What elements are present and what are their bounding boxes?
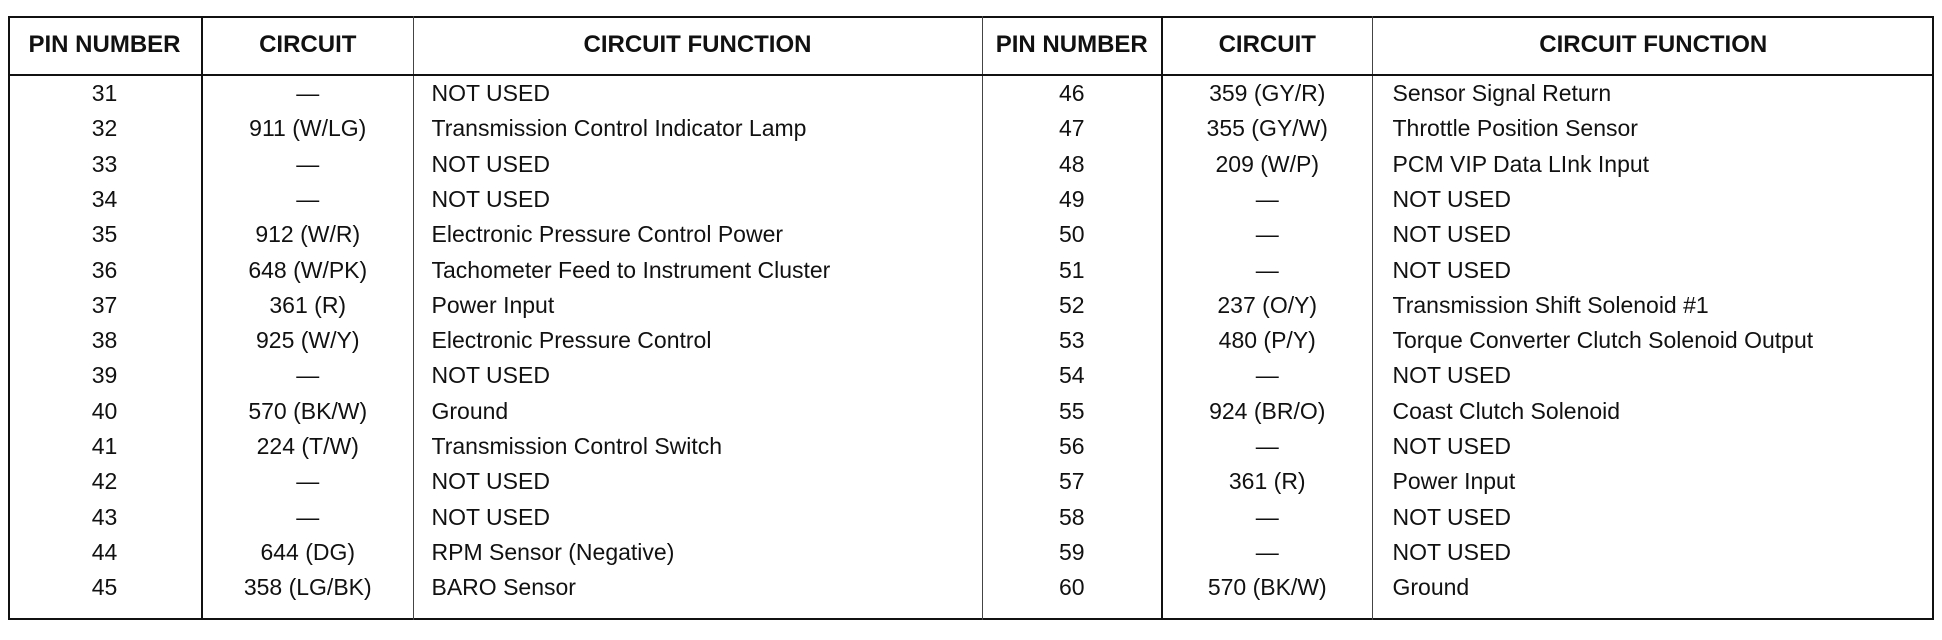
table-row [8,570,1934,605]
pin-number-cell: 53 [982,323,1162,358]
pin-number-cell: 52 [982,288,1162,323]
pin-number-cell: 58 [982,499,1162,534]
table-row [8,217,1934,252]
table-row [8,252,1934,287]
pin-number-cell: 56 [982,429,1162,464]
pin-number-cell: 39 [8,358,202,393]
circuit-function-cell: RPM Sensor (Negative) [413,535,982,570]
circuit-function-cell: Transmission Control Switch [413,429,982,464]
pin-number-cell: 55 [982,394,1162,429]
table-bottom-spacer [8,605,1934,620]
circuit-cell: 911 (W/LG) [202,111,413,146]
circuit-cell: 644 (DG) [202,535,413,570]
pin-number-cell: 36 [8,252,202,287]
circuit-function-cell: NOT USED [1392,256,1511,283]
circuit-function-cell: Torque Converter Clutch Solenoid Output [1392,327,1814,354]
pin-number-cell: 54 [982,358,1162,393]
circuit-function-cell: NOT USED [1392,433,1511,459]
pin-number-cell: 48 [982,147,1162,182]
circuit-cell: 912 (W/R) [202,217,413,252]
circuit-cell: 648 (W/PK) [202,252,413,287]
circuit-function-cell: NOT USED [1392,362,1511,389]
circuit-function-cell: NOT USED [1392,186,1511,213]
circuit-function-cell: NOT USED [1392,503,1511,530]
pin-number-cell: 44 [8,535,202,570]
circuit-function-cell: NOT USED [1392,221,1511,248]
spacer-cell [413,605,982,620]
spacer-cell [1372,605,1934,620]
circuit-cell: — [1162,252,1372,287]
circuit-cell: 209 (W/P) [1162,147,1372,182]
circuit-cell: 925 (W/Y) [202,323,413,358]
circuit-function-cell: BARO Sensor [413,570,982,605]
header-circuit-function: CIRCUIT FUNCTION [413,16,982,75]
circuit-function-cell: NOT USED [413,147,982,182]
circuit-cell: — [202,182,413,217]
spacer-cell [982,605,1162,620]
circuit-function-cell: Power Input [413,288,982,323]
pin-number-cell: 60 [982,570,1162,605]
table-row [8,499,1934,534]
circuit-function-cell: Electronic Pressure Control Power [413,217,982,252]
circuit-cell: — [1162,499,1372,534]
circuit-cell: — [1162,217,1372,252]
pin-number-cell: 49 [982,182,1162,217]
header-circuit-function-2: CIRCUIT FUNCTION [1372,16,1934,75]
circuit-function-cell: PCM VIP Data LInk Input [1392,150,1650,177]
circuit-function-cell: Transmission Control Indicator Lamp [413,111,982,146]
circuit-cell: 361 (R) [1162,464,1372,499]
circuit-cell: 570 (BK/W) [1162,570,1372,605]
circuit-cell: 355 (GY/W) [1162,111,1372,146]
pin-table [8,16,1934,620]
spacer-cell [8,605,202,620]
table-row [8,111,1934,146]
pin-number-cell: 37 [8,288,202,323]
circuit-cell: — [1162,429,1372,464]
circuit-function-cell: NOT USED [413,358,982,393]
circuit-function-cell: Sensor Signal Return [1392,80,1612,107]
pin-number-cell: 43 [8,499,202,534]
circuit-function-cell: Electronic Pressure Control [413,323,982,358]
circuit-cell: 359 (GY/R) [1162,75,1372,111]
circuit-cell: — [202,75,413,111]
table-row [8,394,1934,429]
table-row [8,464,1934,499]
circuit-cell: 361 (R) [202,288,413,323]
circuit-cell: — [1162,182,1372,217]
pin-number-cell: 50 [982,217,1162,252]
table-row [8,147,1934,182]
circuit-cell: 480 (P/Y) [1162,323,1372,358]
circuit-cell: — [1162,535,1372,570]
header-pin-number: PIN NUMBER [8,16,202,75]
pin-number-cell: 57 [982,464,1162,499]
circuit-function-cell: NOT USED [1392,538,1511,565]
pin-number-cell: 41 [8,429,202,464]
table-row [8,75,1934,111]
circuit-cell: 358 (LG/BK) [202,570,413,605]
circuit-cell: — [202,499,413,534]
header-circuit: CIRCUIT [202,16,413,75]
pin-number-cell: 51 [982,252,1162,287]
pin-number-cell: 46 [982,75,1162,111]
table-row [8,358,1934,393]
circuit-function-cell: NOT USED [413,499,982,534]
circuit-cell: — [202,358,413,393]
table-row [8,429,1934,464]
header-pin-number-2: PIN NUMBER [982,16,1162,75]
pin-number-cell: 35 [8,217,202,252]
pin-number-cell: 42 [8,464,202,499]
table-row [8,535,1934,570]
circuit-cell: — [202,464,413,499]
circuit-function-cell: NOT USED [413,182,982,217]
circuit-function-cell: Power Input [1392,468,1516,495]
circuit-function-cell: NOT USED [413,75,982,111]
table-body [8,75,1934,620]
pin-number-cell: 33 [8,147,202,182]
table-row [8,182,1934,217]
spacer-cell [202,605,413,620]
pin-number-cell: 34 [8,182,202,217]
pin-number-cell: 38 [8,323,202,358]
pin-number-cell: 40 [8,394,202,429]
circuit-cell: 570 (BK/W) [202,394,413,429]
pin-number-cell: 59 [982,535,1162,570]
spacer-cell [1162,605,1372,620]
circuit-cell: 237 (O/Y) [1162,288,1372,323]
circuit-function-cell: Coast Clutch Solenoid [1392,397,1621,424]
circuit-cell: 924 (BR/O) [1162,394,1372,429]
header-circuit-2: CIRCUIT [1162,16,1372,75]
circuit-function-cell: Throttle Position Sensor [1392,115,1638,142]
circuit-function-cell: Ground [1392,574,1470,601]
circuit-function-cell: NOT USED [413,464,982,499]
circuit-function-cell: Transmission Shift Solenoid #1 [1392,291,1709,318]
circuit-cell: — [1162,358,1372,393]
circuit-function-cell: Ground [413,394,982,429]
circuit-cell: 224 (T/W) [202,429,413,464]
circuit-function-cell: Tachometer Feed to Instrument Cluster [413,252,982,287]
table-row [8,323,1934,358]
table-row [8,288,1934,323]
pin-number-cell: 31 [8,75,202,111]
pin-number-cell: 45 [8,570,202,605]
pin-number-cell: 32 [8,111,202,146]
pin-number-cell: 47 [982,111,1162,146]
header-row [8,16,1934,75]
circuit-cell: — [202,147,413,182]
